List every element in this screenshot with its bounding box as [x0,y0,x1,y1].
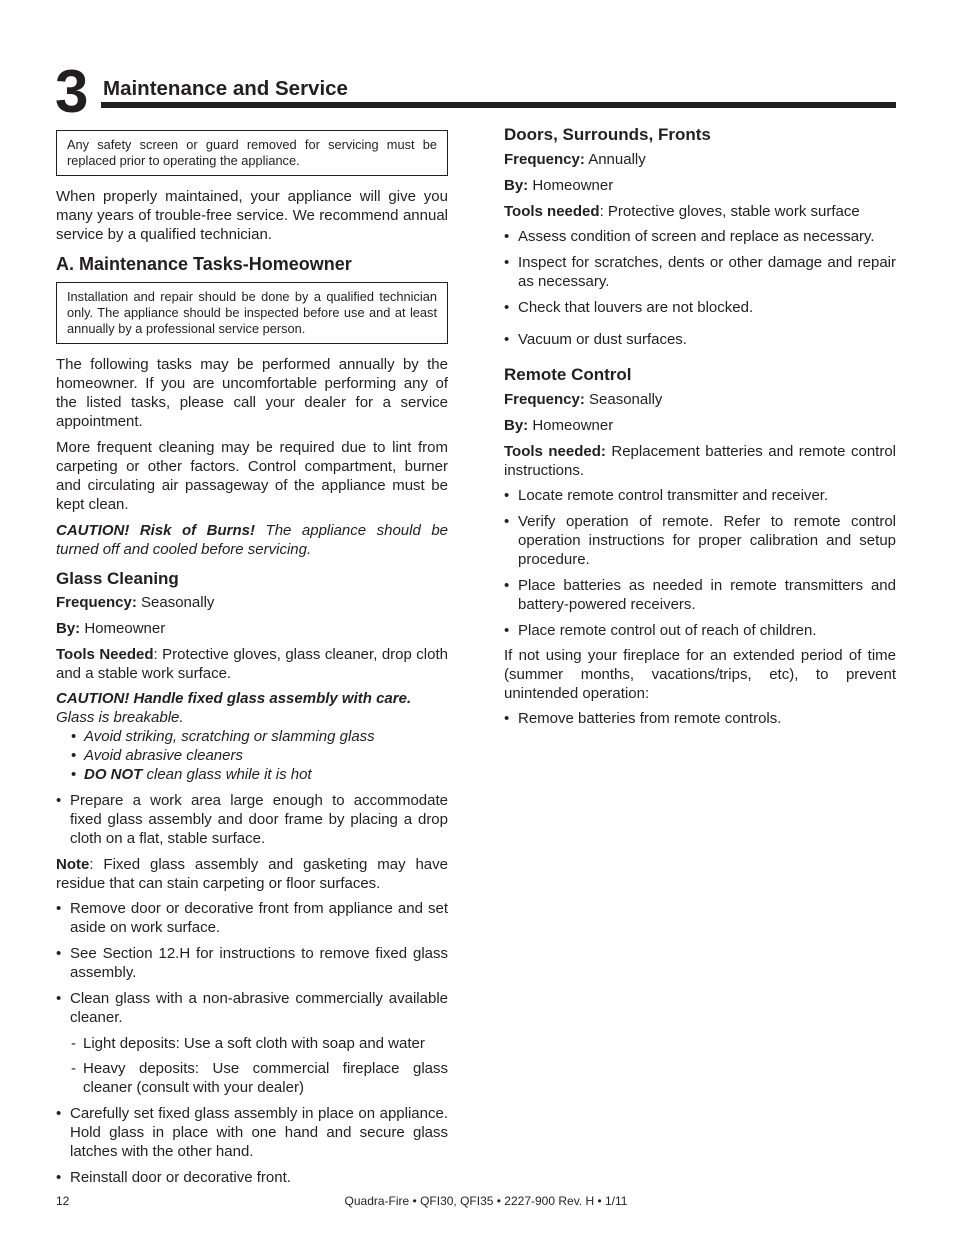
caution-item-text: clean glass while it is hot [142,766,312,783]
caution-item: • Avoid striking, scratching or slamming glass [56,727,448,746]
footer-product-info: Quadra-Fire • QFI30, QFI35 • 2227-900 Rev. H • 1/11 [344,1194,628,1208]
glass-note-text: : Fixed glass assembly and gasketing may have residue that can stain carpeting or floor surfaces. [56,856,448,892]
list-item: • Remove batteries from remote controls. [504,709,896,728]
installation-notice: Installation and repair should be done by a qualified technician only. The appliance should be inspected before use and at least annually by a professional service person. [56,282,448,344]
remote-by-label: By: [504,417,529,434]
remote-by [504,416,896,435]
doors-frequency-label: Frequency: [504,151,585,168]
burns-caution-text: The appliance should be turned off and cooled before servicing. [56,522,449,558]
list-item: • Place remote control out of reach of children. [504,621,896,640]
doors-tools-value: : Protective gloves, stable work surface [599,203,860,220]
caution-item [56,765,448,784]
glass-note-label: Note [56,856,90,873]
heading-remote-control: Remote Control [504,365,632,384]
list-item: • Assess condition of screen and replace as necessary. [504,227,896,246]
list-item: • Vacuum or dust surfaces. [504,330,896,349]
list-item: • Carefully set fixed glass assembly in place on appliance. Hold glass in place with one hand and secure glass latches with the other hand. [56,1104,448,1161]
section-title: Maintenance and Service [103,77,348,100]
header-rule [101,102,896,108]
doors-by-value: Homeowner [528,177,614,194]
glass-tools [56,645,448,683]
caution-do-not: DO NOT [84,766,143,783]
doors-tools-label: Tools needed [504,203,600,220]
list-item: • Verify operation of remote. Refer to remote control operation instructions for proper calibration and setup procedure. [504,512,896,569]
intro-paragraph: When properly maintained, your appliance will give you many years of trouble-free service. We recommend annual service by a qualified technician. [56,188,448,243]
doors-tools [504,202,896,221]
remote-by-value: Homeowner [528,417,614,434]
glass-tools-label: Tools Needed [56,646,154,663]
list-item: • Remove door or decorative front from appliance and set aside on work surface. [56,899,448,937]
remote-tools [504,442,896,480]
safety-screen-notice: Any safety screen or guard removed for servicing must be replaced prior to operating the appliance. [56,130,448,176]
list-item: • Clean glass with a non-abrasive commercially available cleaner. [56,989,448,1027]
heading-doors-surrounds: Doors, Surrounds, Fronts [504,125,711,144]
glass-note [56,855,448,893]
remote-frequency-value: Seasonally [584,391,663,408]
list-item: • See Section 12.H for instructions to remove fixed glass assembly. [56,944,448,982]
remote-tools-label: Tools needed: [504,443,606,460]
doors-by [504,176,896,195]
section-number: 3 [55,58,87,125]
caution-item: • Avoid abrasive cleaners [56,746,448,765]
remote-frequency-label: Frequency: [504,391,585,408]
list-item: • Check that louvers are not blocked. [504,298,896,317]
remote-tools-value: Replacement batteries and remote control instructions. [504,443,897,479]
doors-frequency [504,150,896,169]
glass-by-label: By: [56,620,81,637]
glass-caution-text: Glass is breakable. [56,709,184,726]
heading-maintenance-tasks: A. Maintenance Tasks-Homeowner [56,254,352,274]
glass-frequency [56,593,448,612]
doors-frequency-value: Annually [584,151,646,168]
glass-tools-value: : Protective gloves, glass cleaner, drop cloth and a stable work surface. [56,646,448,682]
cleaning-paragraph: More frequent cleaning may be required due to lint from carpeting or other factors. Control compartment, burner and circulating air passageway of the appliance must be kept clean. [56,439,448,513]
remote-frequency [504,390,896,409]
page-number: 12 [56,1194,70,1208]
doors-by-label: By: [504,177,529,194]
left-column [56,130,448,1187]
glass-by-value: Homeowner [80,620,166,637]
list-item: • Locate remote control transmitter and receiver. [504,486,896,505]
sub-item: - Heavy deposits: Use commercial fireplace glass cleaner (consult with your dealer) [56,1059,448,1097]
list-item: • Place batteries as needed in remote transmitters and battery-powered receivers. [504,576,896,614]
glass-by [56,619,448,638]
list-item: • Prepare a work area large enough to accommodate fixed glass assembly and door frame by placing a drop cloth on a flat, stable surface. [56,791,448,848]
list-item: • Reinstall door or decorative front. [56,1168,448,1187]
remote-paragraph: If not using your fireplace for an extended period of time (summer months, vacations/trips, etc), to prevent unintended operation: [504,647,896,702]
right-column [504,124,896,728]
section-header [55,58,896,125]
glass-caution-label: CAUTION! Handle fixed glass assembly with care. [56,690,412,707]
tasks-paragraph: The following tasks may be performed annually by the homeowner. If you are uncomfortable performing any of the listed tasks, please call your dealer for a service appointment. [56,356,448,430]
sub-item: - Light deposits: Use a soft cloth with soap and water [56,1034,448,1053]
glass-frequency-value: Seasonally [136,594,215,611]
list-item: • Inspect for scratches, dents or other damage and repair as necessary. [504,253,896,291]
burns-caution [56,521,448,559]
glass-frequency-label: Frequency: [56,594,137,611]
heading-glass-cleaning: Glass Cleaning [56,569,179,588]
burns-caution-label: CAUTION! Risk of Burns! [56,522,256,539]
